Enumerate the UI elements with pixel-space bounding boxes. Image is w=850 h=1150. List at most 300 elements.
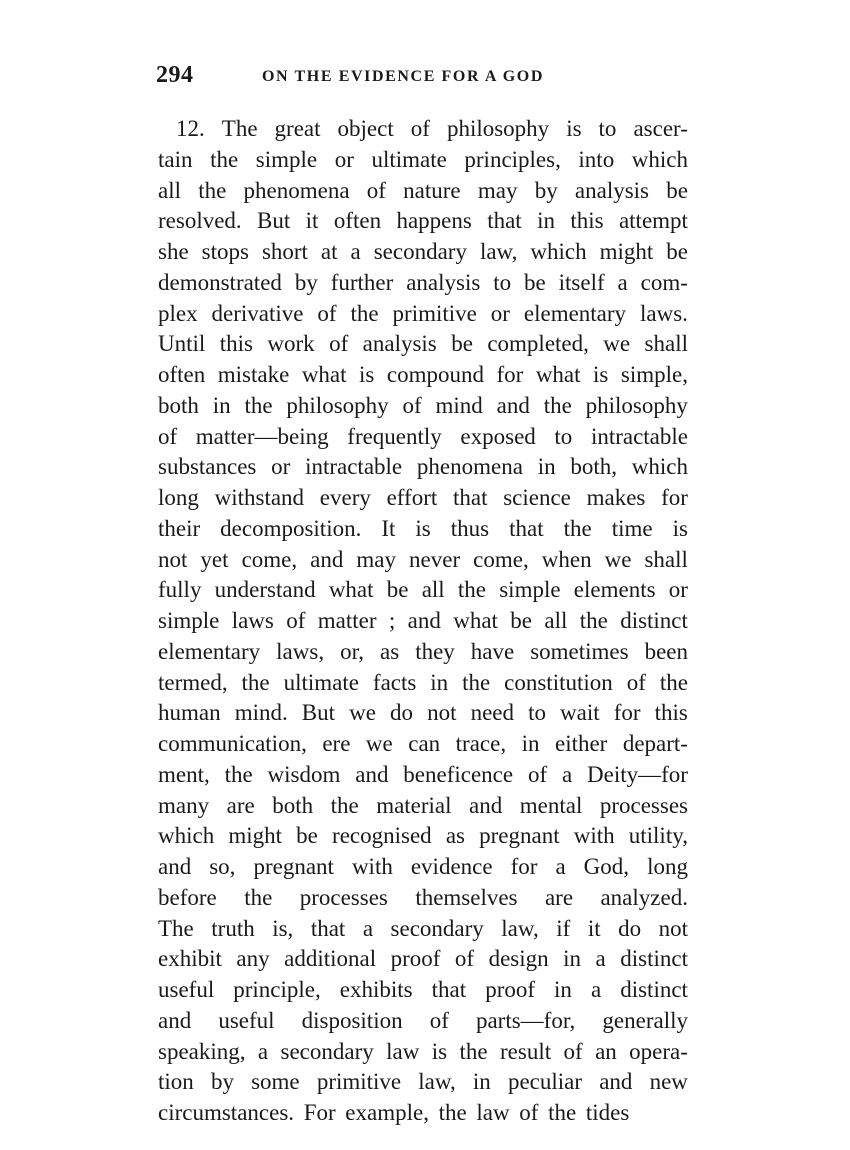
word: But (257, 208, 291, 234)
text-line (158, 791, 688, 822)
word: to (528, 700, 546, 726)
word: material (376, 792, 452, 818)
word: further (330, 269, 394, 295)
word: parts—for, (475, 1007, 576, 1033)
word: what (328, 577, 374, 603)
word: object (337, 116, 394, 141)
word: all (421, 577, 445, 603)
word: Deity—for (587, 761, 688, 787)
word: and (496, 392, 530, 418)
word: we (603, 331, 631, 357)
word: a (617, 269, 628, 295)
word: mental (519, 792, 583, 818)
word: substances (158, 454, 257, 480)
word: the (198, 177, 227, 203)
word: never (409, 546, 461, 572)
word: proof (390, 946, 441, 972)
word: a (555, 854, 566, 879)
word: and (469, 792, 503, 818)
word: effort (386, 485, 438, 510)
word: circumstances. (158, 1100, 295, 1125)
word: distinct (620, 946, 688, 972)
text-line (158, 852, 688, 883)
word: additional (284, 946, 377, 972)
word: mind. (234, 700, 288, 726)
text-line (158, 883, 688, 914)
word: compound (386, 362, 484, 387)
word: ment, (158, 761, 210, 787)
word: come, (473, 546, 529, 572)
word: so, (209, 854, 236, 879)
word: makes (586, 485, 646, 510)
word: what (301, 362, 347, 387)
word: It (381, 515, 396, 541)
word: disposition (301, 1007, 403, 1033)
word: which (631, 146, 688, 172)
word: law, (501, 915, 539, 941)
word: demonstrated (158, 269, 282, 295)
word: completed, (487, 331, 589, 357)
word: before (158, 884, 217, 910)
word: opera- (629, 1038, 688, 1064)
word: trace, (455, 731, 507, 756)
text-line (158, 914, 688, 945)
word: laws (231, 608, 274, 633)
word: the (330, 792, 359, 818)
word: with (351, 854, 393, 879)
word: both (272, 792, 314, 818)
word: an (595, 1038, 617, 1064)
word: of (626, 669, 646, 695)
text-line (158, 299, 688, 330)
word: the (579, 608, 608, 633)
text-line (158, 944, 688, 975)
text-line (158, 1067, 688, 1098)
body-text (158, 114, 688, 1129)
word: tides (585, 1100, 630, 1125)
word: do (390, 700, 414, 726)
word: of (410, 116, 430, 141)
word: philosophy (446, 116, 550, 141)
word: what (453, 608, 498, 633)
text-line (158, 668, 688, 699)
word: simple (499, 577, 561, 603)
word: ascer- (633, 116, 688, 141)
word: both (158, 392, 199, 418)
word: do (618, 915, 642, 941)
word: is, (272, 915, 294, 941)
word: of (402, 392, 422, 418)
word: short (261, 239, 308, 264)
word: to (493, 269, 512, 295)
word: generally (602, 1007, 688, 1033)
word: beneficence (403, 761, 514, 787)
word: new (649, 1069, 688, 1095)
word: resolved. (158, 208, 242, 234)
word: for (510, 854, 538, 879)
word: is (593, 362, 609, 387)
word: utility, (628, 823, 688, 849)
text-line (158, 268, 688, 299)
word: the (241, 669, 270, 695)
word: be (386, 577, 409, 603)
word: Until (158, 331, 206, 357)
word: recognised (332, 823, 432, 849)
word: long (158, 485, 199, 510)
word: the (659, 669, 688, 695)
word: secondary (373, 239, 467, 264)
text-line (158, 545, 688, 576)
word: law (386, 1038, 420, 1064)
word: a (362, 915, 374, 941)
word: that (431, 977, 467, 1002)
word: the (350, 300, 379, 326)
word: a (350, 239, 361, 264)
word: of (527, 761, 548, 787)
word: with (573, 823, 615, 849)
word: the (244, 392, 273, 418)
word: as (445, 823, 465, 849)
word: secondary (390, 915, 484, 941)
word: com- (640, 269, 688, 295)
word: we (349, 700, 376, 726)
word: both, (570, 454, 617, 480)
word: or (668, 577, 688, 603)
word: processes (299, 884, 388, 910)
word: their (158, 515, 201, 541)
word: analyzed. (600, 884, 688, 910)
word: or (271, 454, 291, 480)
word: in (521, 731, 540, 756)
word: pregnant (479, 823, 560, 849)
word: phenomena (416, 454, 523, 480)
word: often (158, 362, 206, 387)
word: have (470, 638, 515, 664)
word: philosophy (585, 392, 688, 418)
word: attempt (618, 208, 688, 234)
word: stops (201, 239, 249, 264)
word: some (251, 1069, 300, 1095)
word: intractable (590, 423, 688, 449)
word: derivative (211, 300, 304, 326)
word: is (566, 116, 582, 141)
word: the (244, 884, 273, 910)
word: For (303, 1100, 336, 1125)
word: all (158, 177, 181, 203)
word: plex (158, 300, 198, 326)
word: in (537, 454, 556, 480)
text-line (158, 637, 688, 668)
word: into (578, 146, 615, 172)
word: in (554, 977, 572, 1002)
word: what (535, 362, 581, 387)
word: simple (255, 146, 318, 172)
text-line (158, 575, 688, 606)
text-line (158, 698, 688, 729)
word: not (658, 915, 688, 941)
text-line (158, 391, 688, 422)
page-number: 294 (156, 62, 194, 88)
word: by (294, 269, 318, 295)
word: not (158, 546, 188, 572)
word: analysis (406, 269, 481, 295)
word: 12. (176, 116, 205, 141)
word: themselves (415, 884, 518, 910)
text-line (158, 821, 688, 852)
word: distinct (620, 977, 688, 1002)
word: either (554, 731, 608, 756)
word: often (333, 208, 382, 234)
word: the (462, 669, 491, 695)
word: science (503, 485, 571, 510)
word: this (570, 208, 604, 234)
word: thus (450, 515, 490, 541)
word: be (296, 823, 318, 849)
word: many (158, 792, 210, 818)
word: principles, (464, 146, 561, 172)
text-line (158, 1098, 688, 1129)
text-line (158, 206, 688, 237)
word: every (319, 485, 371, 510)
word: be (451, 331, 473, 357)
word: fully (158, 577, 202, 603)
word: yet (200, 546, 229, 572)
text-line (158, 729, 688, 760)
word: of (158, 423, 178, 449)
word: the (457, 577, 487, 603)
word: of (366, 177, 386, 203)
word: facts (372, 669, 417, 695)
word: exhibits (339, 977, 413, 1002)
word: for (613, 700, 641, 726)
word: of (454, 946, 475, 972)
text-line (158, 452, 688, 483)
word: can (408, 731, 441, 756)
word: peculiar (507, 1069, 583, 1095)
word: that (310, 915, 346, 941)
word: the (438, 1100, 467, 1125)
word: shall (644, 546, 688, 572)
word: matter—being (195, 423, 329, 449)
word: it (587, 915, 601, 941)
word: may (477, 177, 518, 203)
word: useful (218, 1007, 275, 1033)
word: communication, (158, 731, 307, 756)
word: and (310, 546, 344, 572)
word: the (563, 515, 592, 541)
word: The (221, 116, 258, 141)
word: and (407, 608, 441, 633)
word: law (476, 1100, 510, 1125)
word: truth (211, 915, 255, 941)
word: analysis (362, 331, 437, 357)
word: is (672, 515, 688, 541)
word: the (459, 1038, 488, 1064)
word: a (561, 761, 573, 787)
text-line (158, 483, 688, 514)
word: a (590, 977, 602, 1002)
text-line (158, 360, 688, 391)
word: in (537, 208, 555, 234)
word: this (219, 331, 253, 357)
word: we (365, 731, 393, 756)
text-line (158, 422, 688, 453)
word: useful (158, 977, 215, 1002)
word: happens (396, 208, 472, 234)
word: mind (435, 392, 483, 418)
word: evidence (410, 854, 493, 879)
word: the (543, 392, 572, 418)
text-line (158, 606, 688, 637)
word: be (666, 177, 688, 203)
word: and (355, 761, 389, 787)
word: mistake (217, 362, 290, 387)
word: The (158, 915, 194, 941)
word: long (647, 854, 688, 879)
word: she (158, 239, 189, 264)
word: by (210, 1069, 234, 1095)
word: a (257, 1038, 269, 1064)
word: God, (583, 854, 630, 879)
word: human (158, 700, 221, 726)
word: might (228, 823, 283, 849)
word: of (563, 1038, 583, 1064)
word: work (267, 331, 315, 357)
word: But (301, 700, 336, 726)
text-line (158, 114, 688, 145)
word: primitive (316, 1069, 402, 1095)
text-line (158, 760, 688, 791)
word: or (490, 300, 510, 326)
word: wait (560, 700, 600, 726)
word: be (524, 269, 546, 295)
word: proof (485, 977, 536, 1002)
word: and (158, 1007, 192, 1033)
word: are (226, 792, 255, 818)
word: in (472, 1069, 491, 1095)
text-line (158, 176, 688, 207)
word: or, (340, 638, 365, 664)
word: of (429, 1007, 449, 1033)
word: sometimes (530, 638, 629, 664)
word: are (544, 884, 574, 910)
word: analysis (574, 177, 650, 203)
word: is (431, 1038, 448, 1064)
text-line (158, 237, 688, 268)
word: tion (158, 1069, 194, 1095)
word: example, (345, 1100, 429, 1125)
word: law, (418, 1069, 456, 1095)
word: design (488, 946, 549, 972)
word: if (556, 915, 571, 941)
word: pregnant (253, 854, 334, 879)
word: of (329, 331, 349, 357)
word: exhibit (158, 946, 222, 972)
word: tain (158, 146, 193, 172)
word: for (661, 485, 688, 510)
word: time (611, 515, 653, 541)
word: all (544, 608, 568, 633)
word: be (666, 239, 688, 264)
word: ultimate (283, 669, 359, 695)
text-line (158, 329, 688, 360)
word: that (452, 485, 488, 510)
word: great (274, 116, 321, 141)
word: is (359, 362, 375, 387)
word: intractable (305, 454, 403, 480)
word: depart- (622, 731, 688, 756)
word: when (541, 546, 592, 572)
running-title: ON THE EVIDENCE FOR A GOD (262, 68, 544, 85)
word: we (604, 546, 632, 572)
word: of (519, 1100, 539, 1125)
text-line (158, 514, 688, 545)
word: to (598, 116, 617, 141)
word: as (380, 638, 400, 664)
word: and (599, 1069, 633, 1095)
word: of (286, 608, 306, 633)
word: withstand (214, 485, 305, 510)
word: philosophy (286, 392, 389, 418)
text-line (158, 1006, 688, 1037)
word: itself (558, 269, 605, 295)
word: by (534, 177, 558, 203)
word: is (415, 515, 431, 541)
word: simple (158, 608, 220, 633)
word: be (510, 608, 532, 633)
word: that (487, 208, 522, 234)
word: ; (388, 608, 396, 633)
word: and (158, 854, 192, 879)
word: distinct (620, 608, 688, 633)
word: of (317, 300, 337, 326)
text-line (158, 975, 688, 1006)
word: frequently (347, 423, 442, 449)
word: or (334, 146, 354, 172)
word: termed, (158, 669, 228, 695)
word: laws. (639, 300, 688, 326)
word: may (356, 546, 397, 572)
word: in (430, 669, 449, 695)
word: might (599, 239, 654, 264)
word: need (470, 700, 514, 726)
page-header (156, 62, 696, 94)
word: nature (403, 177, 461, 203)
word: for (496, 362, 524, 387)
word: speaking, (158, 1038, 246, 1064)
word: processes (599, 792, 688, 818)
word: in (212, 392, 231, 418)
word: shall (644, 331, 688, 357)
word: the (210, 146, 239, 172)
word: this (654, 700, 688, 726)
word: any (236, 946, 270, 972)
word: elements (573, 577, 656, 603)
word: simple, (620, 362, 688, 387)
word: law, (479, 239, 518, 264)
word: been (644, 638, 688, 664)
word: result (500, 1038, 552, 1064)
word: the (548, 1100, 577, 1125)
word: phenomena (243, 177, 350, 203)
word: elementary (523, 300, 627, 326)
word: constitution (504, 669, 613, 695)
word: principle, (233, 977, 321, 1002)
word: to (554, 423, 573, 449)
word: in (563, 946, 582, 972)
word: exposed (460, 423, 536, 449)
word: at (320, 239, 338, 264)
